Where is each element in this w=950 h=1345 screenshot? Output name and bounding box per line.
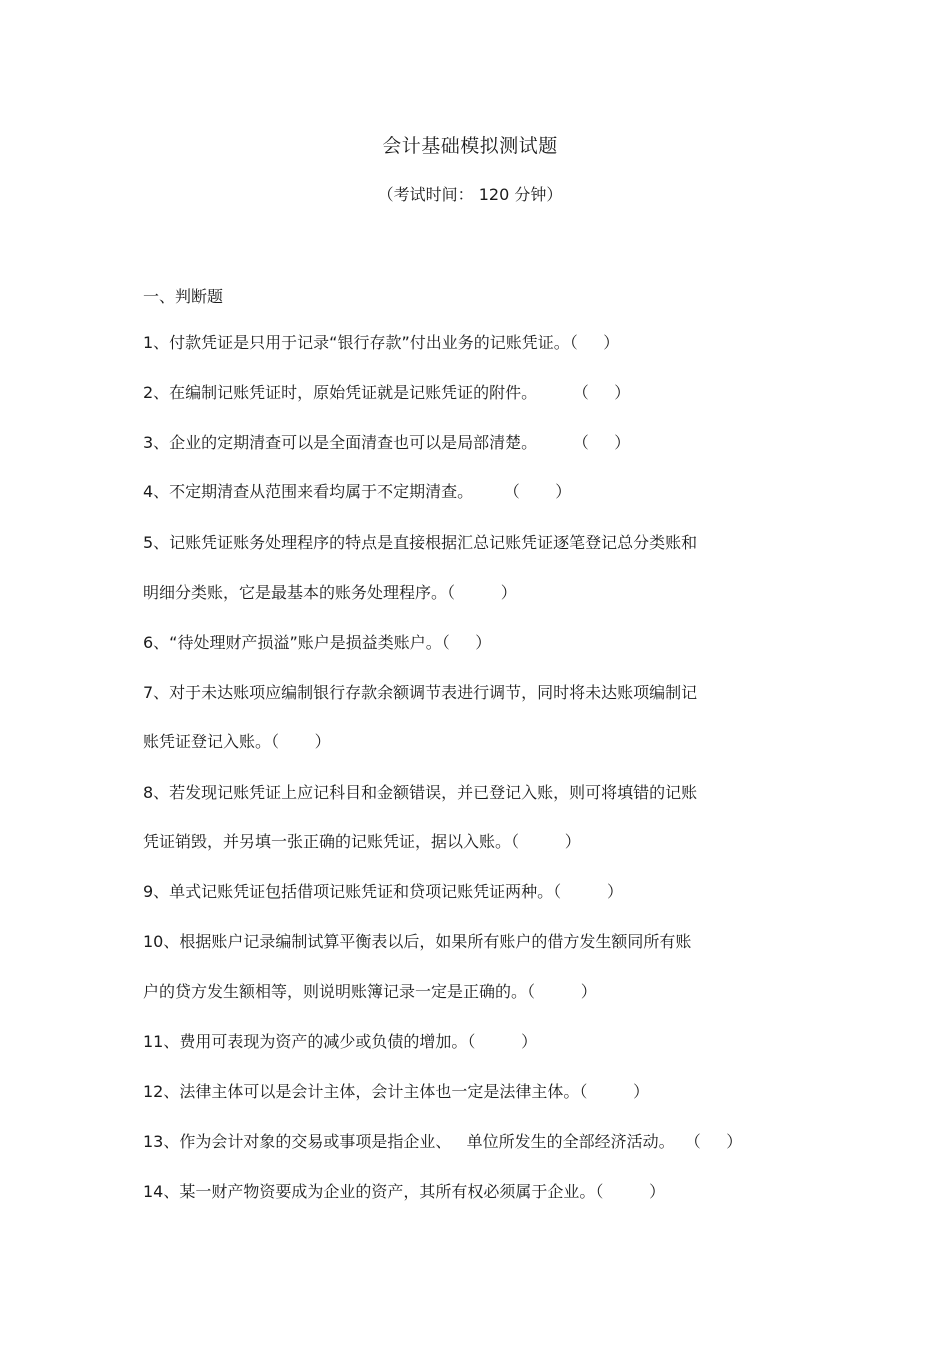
question-line: 10、根据账户记录编制试算平衡表以后，如果所有账户的借方发生额同所有账 xyxy=(143,932,692,951)
question-line: 4、不定期清查从范围来看均属于不定期清查。 （ ） xyxy=(143,482,572,501)
question-line: 11、费用可表现为资产的减少或负债的增加。（ ） xyxy=(143,1032,538,1051)
exam-time-subtitle: （考试时间： 120 分钟） xyxy=(377,185,563,204)
page-title: 会计基础模拟测试题 xyxy=(382,135,558,157)
question-line-continued: 账凭证登记入账。（ ） xyxy=(143,732,331,751)
question-line: 8、若发现记账凭证上应记科目和金额错误，并已登记入账，则可将填错的记账 xyxy=(143,783,698,802)
question-line: 14、某一财产物资要成为企业的资产，其所有权必须属于企业。（ ） xyxy=(143,1182,666,1201)
question-line: 13、作为会计对象的交易或事项是指企业、 单位所发生的全部经济活动。 （ ） xyxy=(143,1132,743,1151)
question-line: 6、“待处理财产损溢”账户是损益类账户。（ ） xyxy=(143,633,492,652)
question-line-continued: 明细分类账，它是最基本的账务处理程序。（ ） xyxy=(143,583,517,602)
question-line: 7、对于未达账项应编制银行存款余额调节表进行调节，同时将未达账项编制记 xyxy=(143,683,698,702)
question-line: 12、法律主体可以是会计主体，会计主体也一定是法律主体。（ ） xyxy=(143,1082,650,1101)
section-heading: 一、判断题 xyxy=(143,287,224,306)
question-line: 2、在编制记账凭证时，原始凭证就是记账凭证的附件。 （ ） xyxy=(143,383,631,402)
question-line-continued: 户的贷方发生额相等，则说明账簿记录一定是正确的。（ ） xyxy=(143,982,597,1001)
question-line: 1、付款凭证是只用于记录“银行存款”付出业务的记账凭证。（ ） xyxy=(143,333,620,352)
question-line: 5、记账凭证账务处理程序的特点是直接根据汇总记账凭证逐笔登记总分类账和 xyxy=(143,533,698,552)
question-line: 3、企业的定期清查可以是全面清查也可以是局部清楚。 （ ） xyxy=(143,433,631,452)
question-line-continued: 凭证销毁，并另填一张正确的记账凭证，据以入账。（ ） xyxy=(143,832,581,851)
question-line: 9、单式记账凭证包括借项记账凭证和贷项记账凭证两种。（ ） xyxy=(143,882,623,901)
